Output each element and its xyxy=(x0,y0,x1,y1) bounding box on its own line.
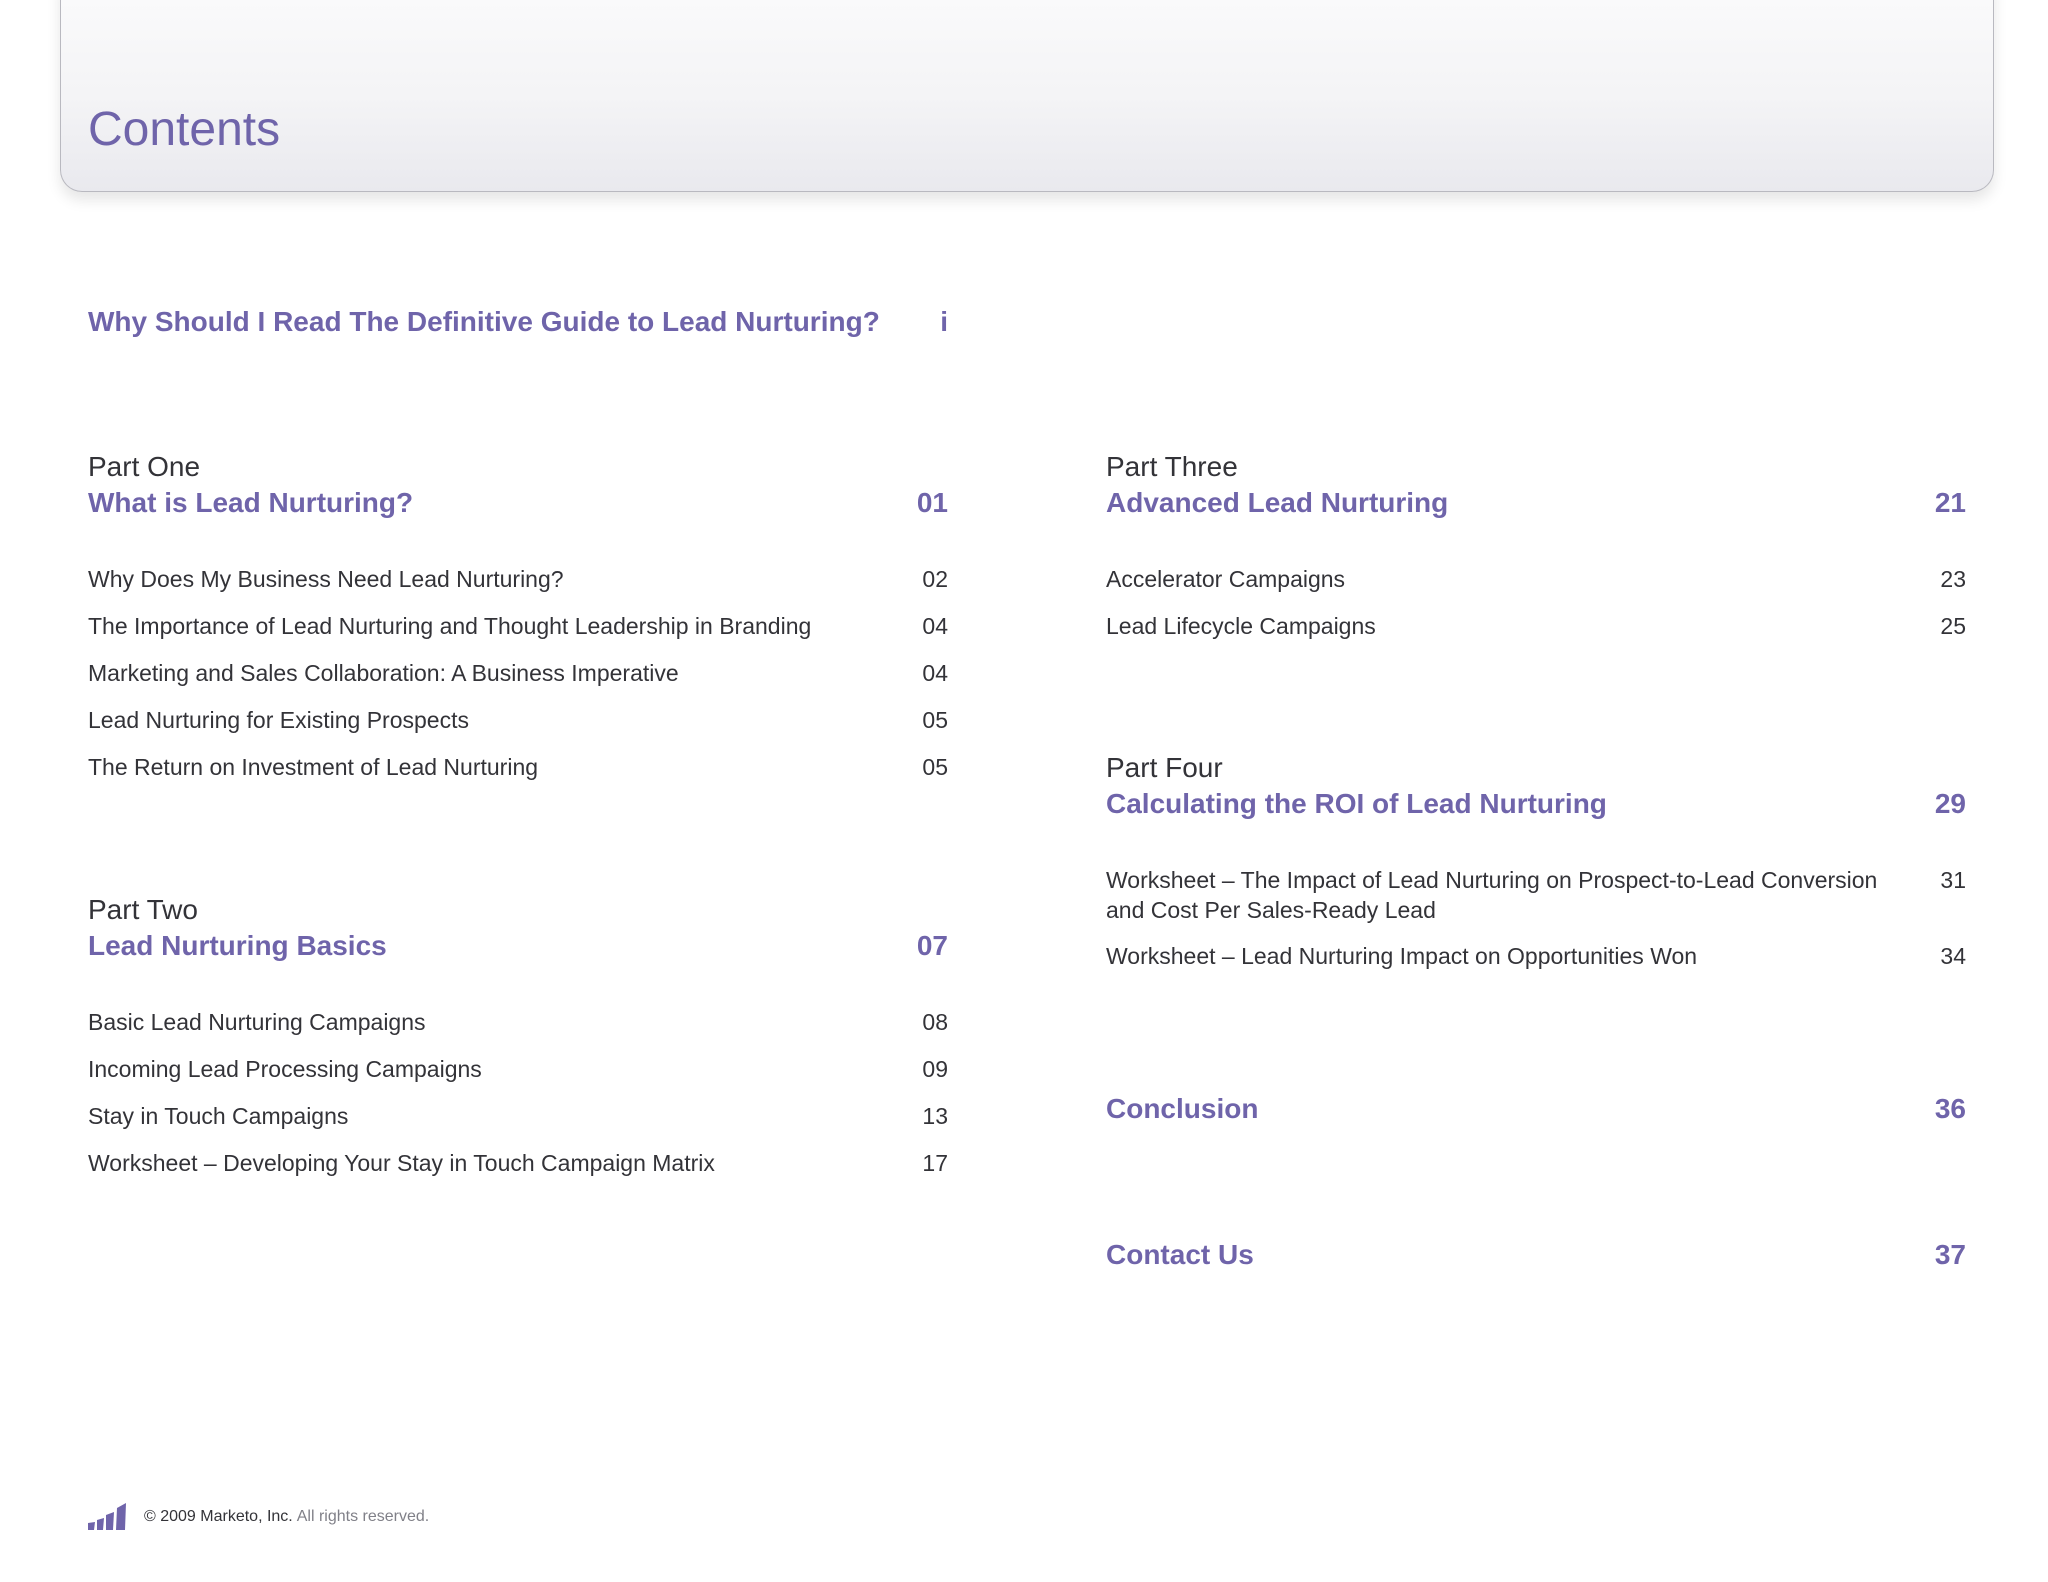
toc-part-three[interactable] xyxy=(1106,486,1966,520)
toc-item-label: Worksheet – Lead Nurturing Impact on Opportunities Won xyxy=(1106,943,1698,969)
toc-item-label: Stay in Touch Campaigns xyxy=(88,1103,349,1129)
toc-item-page: 23 xyxy=(1940,566,1966,592)
toc-part-three-title: Advanced Lead Nurturing xyxy=(1106,487,1449,518)
toc-item-label: Lead Lifecycle Campaigns xyxy=(1106,613,1376,639)
toc-item-label: Marketing and Sales Collaboration: A Business Imperative xyxy=(88,660,679,686)
toc-item[interactable] xyxy=(88,1101,948,1131)
toc-item-page: 17 xyxy=(922,1150,948,1176)
toc-part-one-page: 01 xyxy=(916,487,948,518)
toc-item-label: Lead Nurturing for Existing Prospects xyxy=(88,707,469,733)
header-bar xyxy=(60,0,1994,192)
toc-contact-page: 37 xyxy=(1934,1239,1966,1270)
part-four-label: Part Four xyxy=(1106,752,1223,783)
toc-item[interactable] xyxy=(88,752,948,782)
part-three-label: Part Three xyxy=(1106,451,1238,482)
marketo-logo-icon xyxy=(88,1503,128,1531)
toc-item-label: The Importance of Lead Nurturing and Thought Leadership in Branding xyxy=(88,613,812,639)
toc-item[interactable] xyxy=(1106,941,1966,971)
toc-item-label: Basic Lead Nurturing Campaigns xyxy=(88,1009,426,1035)
toc-part-four-title: Calculating the ROI of Lead Nurturing xyxy=(1106,788,1607,819)
toc-part-two-title: Lead Nurturing Basics xyxy=(88,930,387,961)
toc-item-page: 25 xyxy=(1940,613,1966,639)
toc-item-page: 05 xyxy=(922,707,948,733)
toc-conclusion-page: 36 xyxy=(1934,1093,1966,1124)
footer-copyright: © 2009 Marketo, Inc. xyxy=(144,1508,293,1525)
toc-item-page: 13 xyxy=(922,1103,948,1129)
toc-item-label: Why Does My Business Need Lead Nurturing? xyxy=(88,566,564,592)
toc-contact[interactable] xyxy=(1106,1238,1966,1272)
toc-item-label: Worksheet – The Impact of Lead Nurturing on Prospect-to-Lead Conversion and Cost Per Sales-Ready Lead xyxy=(1106,867,1878,923)
toc-part-one-title: What is Lead Nurturing? xyxy=(88,487,414,518)
toc-item-label: Accelerator Campaigns xyxy=(1106,566,1346,592)
toc-item[interactable] xyxy=(88,1007,948,1037)
toc-intro[interactable] xyxy=(88,305,948,339)
toc-item-page: 09 xyxy=(922,1056,948,1082)
part-one-label: Part One xyxy=(88,451,201,482)
toc-part-two[interactable] xyxy=(88,929,948,963)
toc-item[interactable] xyxy=(88,658,948,688)
toc-item[interactable] xyxy=(88,705,948,735)
toc-item-page: 05 xyxy=(922,754,948,780)
toc-item-page: 31 xyxy=(1940,867,1966,893)
toc-part-three-page: 21 xyxy=(1934,487,1966,518)
toc-item-page: 04 xyxy=(922,613,948,639)
toc-item-page: 08 xyxy=(922,1009,948,1035)
part-two-label: Part Two xyxy=(88,894,198,925)
toc-part-four[interactable] xyxy=(1106,787,1966,821)
toc-item-page: 04 xyxy=(922,660,948,686)
toc-intro-label: Why Should I Read The Definitive Guide to Lead Nurturing? xyxy=(88,306,880,337)
toc-item[interactable] xyxy=(88,1054,948,1084)
toc-item[interactable] xyxy=(1106,611,1966,641)
toc-item-label: The Return on Investment of Lead Nurturing xyxy=(88,754,539,780)
toc-item[interactable] xyxy=(88,1148,948,1178)
toc-item[interactable] xyxy=(1106,564,1966,594)
toc-item-label: Incoming Lead Processing Campaigns xyxy=(88,1056,482,1082)
toc-item-label: Worksheet – Developing Your Stay in Touch Campaign Matrix xyxy=(88,1150,715,1176)
toc-item[interactable] xyxy=(88,564,948,594)
toc-intro-page: i xyxy=(940,306,948,337)
toc-conclusion-label: Conclusion xyxy=(1106,1093,1259,1124)
toc-contact-label: Contact Us xyxy=(1106,1239,1254,1270)
toc-part-one[interactable] xyxy=(88,486,948,520)
footer xyxy=(88,1503,429,1531)
toc-item[interactable] xyxy=(88,611,948,641)
toc-part-two-page: 07 xyxy=(916,930,948,961)
toc-item[interactable] xyxy=(1106,865,1966,925)
toc-part-four-page: 29 xyxy=(1934,788,1966,819)
toc-item-page: 34 xyxy=(1940,943,1966,969)
toc-conclusion[interactable] xyxy=(1106,1092,1966,1126)
page-title: Contents xyxy=(88,103,281,156)
footer-rights: All rights reserved. xyxy=(296,1508,430,1525)
toc-item-page: 02 xyxy=(922,566,948,592)
